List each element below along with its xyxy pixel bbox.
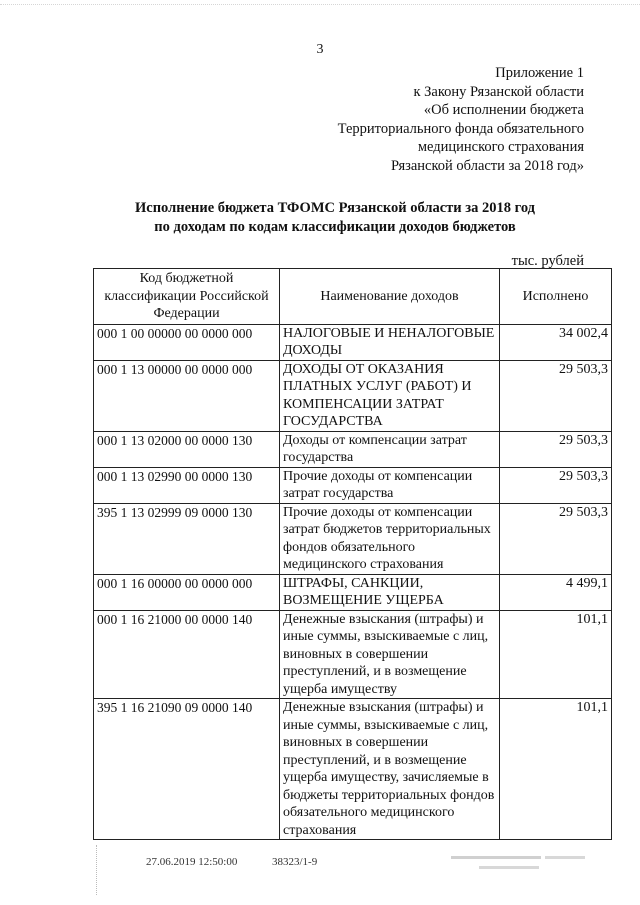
row-name: Денежные взыскания (штрафы) и иные суммы, взыскиваемые с лиц, виновных в совершении преступлений, и в возмещение ущерба имуществу, зачисляемые в бюджеты территориальных фондов обязательного медицинского страхования	[280, 699, 500, 840]
row-code: 395 1 13 02999 09 0000 130	[94, 503, 280, 574]
row-amount: 29 503,3	[500, 503, 612, 574]
appendix-header	[338, 64, 584, 175]
row-name: ШТРАФЫ, САНКЦИИ, ВОЗМЕЩЕНИЕ УЩЕРБА	[280, 574, 500, 610]
table-row	[94, 574, 612, 610]
row-name: Прочие доходы от компенсации затрат бюджетов территориальных фондов обязательного медицинского страхования	[280, 503, 500, 574]
footer-date: 27.06.2019 12:50:00	[146, 856, 238, 868]
row-amount: 29 503,3	[500, 431, 612, 467]
title-line-2: по доходам по кодам классификации доходов бюджетов	[154, 218, 516, 235]
row-code: 000 1 13 02990 00 0000 130	[94, 467, 280, 503]
row-name: ДОХОДЫ ОТ ОКАЗАНИЯ ПЛАТНЫХ УСЛУГ (РАБОТ) И КОМПЕНСАЦИИ ЗАТРАТ ГОСУДАРСТВА	[280, 360, 500, 431]
table-row	[94, 699, 612, 840]
table-row	[94, 324, 612, 360]
units-label: тыс. рублей	[511, 253, 584, 269]
appendix-line: Рязанской области за 2018 год»	[390, 157, 584, 174]
row-amount: 29 503,3	[500, 467, 612, 503]
page-number: 3	[316, 42, 324, 57]
row-code: 000 1 00 00000 00 0000 000	[94, 324, 280, 360]
header-amount: Исполнено	[500, 269, 612, 325]
appendix-line: медицинского страхования	[417, 139, 584, 155]
stamp-icon	[449, 852, 589, 874]
row-amount: 101,1	[500, 610, 612, 699]
row-code: 395 1 16 21090 09 0000 140	[94, 699, 280, 840]
appendix-line: Территориального фонда обязательного	[337, 120, 584, 137]
row-name: Денежные взыскания (штрафы) и иные суммы, взыскиваемые с лиц, виновных в совершении преступлений, и в возмещение ущерба имуществу	[280, 610, 500, 699]
row-code: 000 1 16 00000 00 0000 000	[94, 574, 280, 610]
row-name: НАЛОГОВЫЕ И НЕНАЛОГОВЫЕ ДОХОДЫ	[280, 324, 500, 360]
row-name: Доходы от компенсации затрат государства	[280, 431, 500, 467]
income-table	[93, 268, 612, 840]
faint-stamp-watermark	[449, 852, 589, 877]
row-amount: 29 503,3	[500, 360, 612, 431]
appendix-line: «Об исполнении бюджета	[423, 102, 584, 118]
footer-doc-number: 38323/1-9	[272, 856, 318, 868]
scan-artifact-line	[0, 4, 640, 5]
row-name: Прочие доходы от компенсации затрат государства	[280, 467, 500, 503]
table-row	[94, 503, 612, 574]
row-amount: 4 499,1	[500, 574, 612, 610]
table-row	[94, 431, 612, 467]
row-code: 000 1 16 21000 00 0000 140	[94, 610, 280, 699]
table-row	[94, 360, 612, 431]
appendix-line: Приложение 1	[495, 65, 584, 81]
header-code: Код бюджетной классификации Российской Федерации	[94, 269, 280, 325]
row-code: 000 1 13 02000 00 0000 130	[94, 431, 280, 467]
row-amount: 101,1	[500, 699, 612, 840]
header-name: Наименование доходов	[280, 269, 500, 325]
appendix-line: к Закону Рязанской области	[413, 83, 584, 100]
row-amount: 34 002,4	[500, 324, 612, 360]
table-row	[94, 467, 612, 503]
document-title	[0, 199, 640, 236]
row-code: 000 1 13 00000 00 0000 000	[94, 360, 280, 431]
table-row	[94, 610, 612, 699]
table-header-row	[94, 269, 612, 325]
title-line-1: Исполнение бюджета ТФОМС Рязанской области за 2018 год	[134, 200, 535, 216]
